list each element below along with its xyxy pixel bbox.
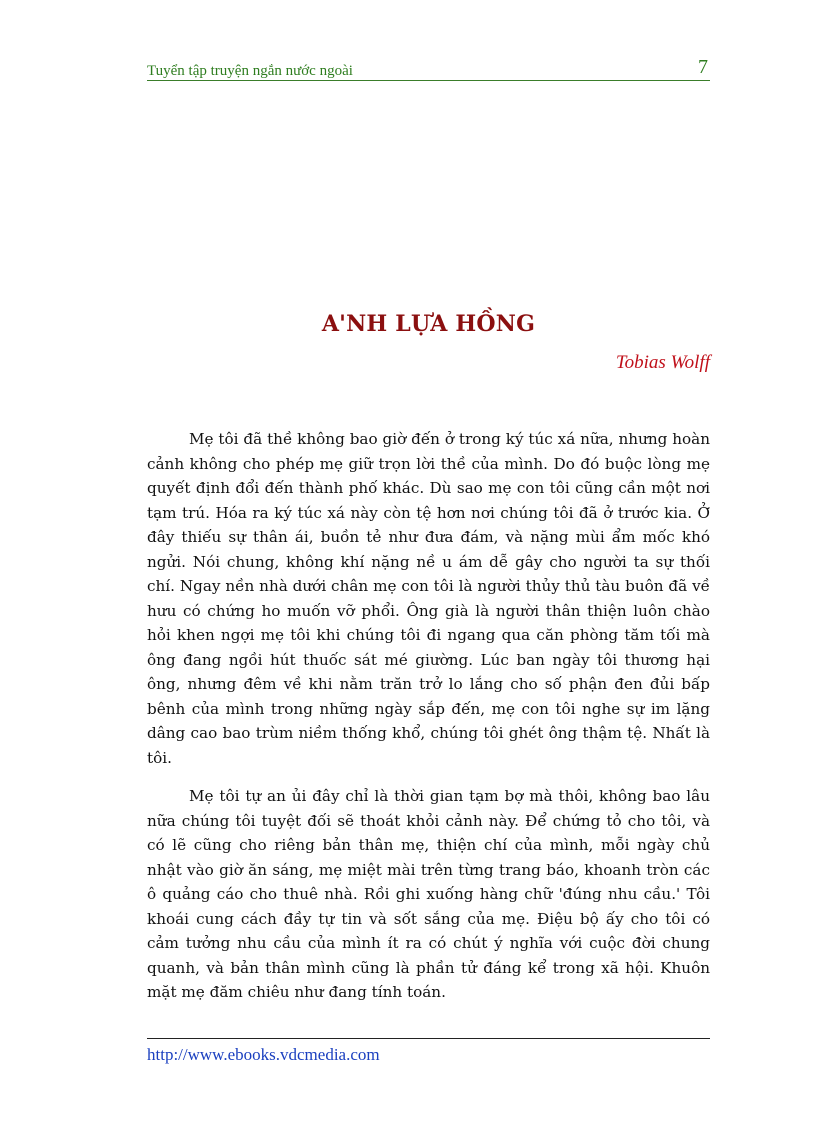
paragraph-1: Mẹ tôi đã thề không bao giờ đến ở trong ký túc xá nữa, nhưng hoàn cảnh không cho phép mẹ giữ trọn lời thề của mình. Do đó buộc lòng mẹ quyết định đổi đến thành phố khác. Dù sao mẹ con tôi cũng cần một nơi tạm trú. Hóa ra ký túc xá này còn tệ hơn nơi chúng tôi đã ở trước kia. Ở đây thiếu sự thân ái, buồn tẻ như đưa đám, và nặng mùi ẩm mốc khó ngửi. Nói chung, không khí nặng nề u ám dễ gây cho người ta sự thối chí. Ngay nền nhà dưới chân mẹ con tôi là người thủy thủ tàu buôn đã về hưu có chứng ho muốn vỡ phổi. Ông già là người thân thiện luôn chào hỏi khen ngợi mẹ tôi khi chúng tôi đi ngang qua căn phòng tăm tối mà ông đang ngồi hút thuốc sát mé giường. Lúc ban ngày tôi thương hại ông, nhưng đêm về khi nằm trăn trở lo lắng cho số phận đen đủi bấp bênh của mình trong những ngày sắp đến, mẹ con tôi nghe sự im lặng dâng cao bao trùm niềm thống khổ, chúng tôi ghét ông thậm tệ. Nhất là tôi. — [147, 430, 710, 767]
story-body — [147, 427, 710, 1019]
footer-url-link[interactable]: http://www.ebooks.vdcmedia.com — [147, 1045, 380, 1064]
book-title: Tuyển tập truyện ngắn nước ngoài — [147, 63, 353, 79]
story-title: A'NH LỰA HỒNG — [321, 311, 536, 337]
running-header — [147, 58, 710, 81]
footer-divider — [147, 1038, 710, 1039]
page-number: 7 — [698, 56, 708, 78]
story-author: Tobias Wolff — [615, 352, 710, 373]
paragraph-2: Mẹ tôi tự an ủi đây chỉ là thời gian tạm bợ mà thôi, không bao lâu nữa chúng tôi tuyệt đối sẽ thoát khỏi cảnh này. Để chứng tỏ cho tôi, và có lẽ cũng cho riêng bản thân mẹ, thiện chí của mình, mỗi ngày chủ nhật vào giờ ăn sáng, mẹ miệt mài trên từng trang báo, khoanh tròn các ô quảng cáo cho thuê nhà. Rồi ghi xuống hàng chữ 'đúng nhu cầu.' Tôi khoái cung cách đầy tự tin và sốt sắng của mẹ. Điệu bộ ấy cho tôi có cảm tưởng nhu cầu của mình ít ra có chút ý nghĩa với cuộc đời chung quanh, và bản thân mình cũng là phần tử đáng kể trong xã hội. Khuôn mặt mẹ đăm chiêu như đang tính toán. — [147, 787, 710, 1001]
